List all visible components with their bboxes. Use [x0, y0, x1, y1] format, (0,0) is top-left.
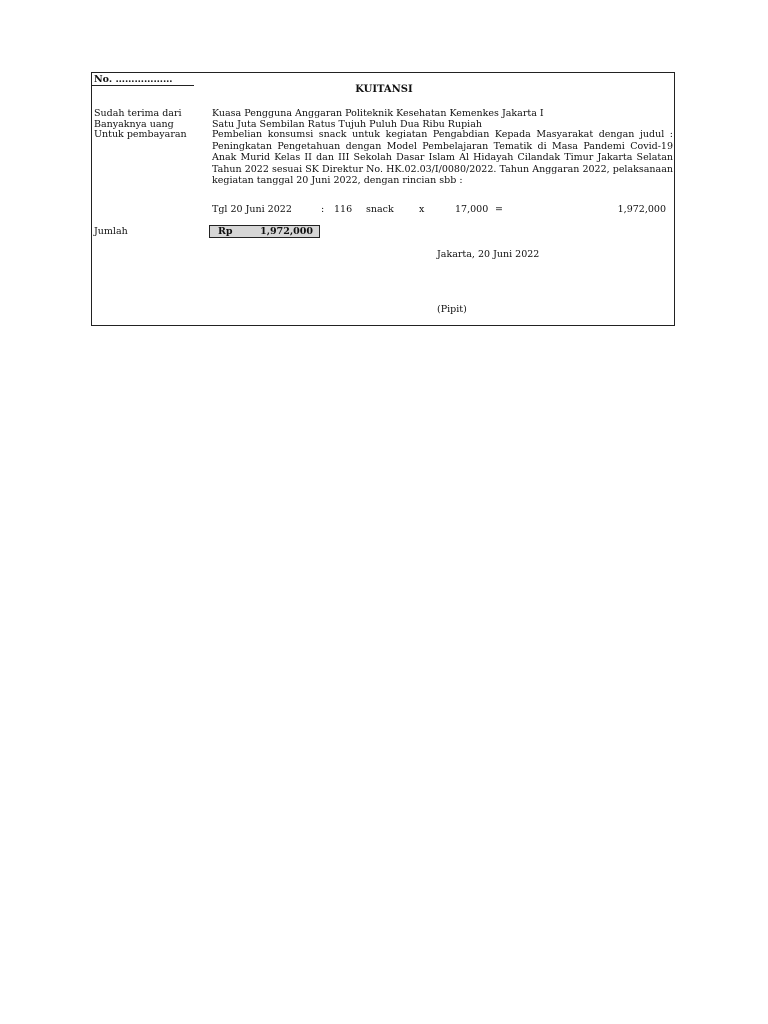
- total-amount: 1,972,000: [260, 226, 313, 237]
- amount-words-value: Satu Juta Sembilan Ratus Tujuh Puluh Dua Ribu Rupiah: [212, 119, 482, 130]
- calc-unit-price: 17,000: [455, 204, 489, 215]
- receipt-form: [91, 72, 675, 326]
- calc-date: Tgl 20 Juni 2022: [212, 204, 292, 215]
- place-date: Jakarta, 20 Juni 2022: [437, 249, 540, 260]
- purpose-label: Untuk pembayaran: [94, 129, 187, 140]
- currency-label: Rp: [218, 226, 233, 237]
- calc-times: x: [419, 204, 425, 215]
- receipt-title: KUITANSI: [355, 84, 413, 95]
- received-from-label: Sudah terima dari: [94, 108, 182, 119]
- receipt-number: No. ………………: [94, 74, 173, 85]
- calc-colon: :: [321, 204, 325, 215]
- calc-item: snack: [366, 204, 394, 215]
- signer-name: (Pipit): [437, 304, 467, 315]
- calc-equals: =: [495, 204, 503, 215]
- received-from-value: Kuasa Pengguna Anggaran Politeknik Kesehatan Kemenkes Jakarta I: [212, 108, 544, 119]
- total-amount-box: [209, 225, 320, 238]
- calc-quantity: 116: [334, 204, 353, 215]
- total-label: Jumlah: [94, 226, 128, 237]
- amount-words-label: Banyaknya uang: [94, 119, 174, 130]
- purpose-description: Pembelian konsumsi snack untuk kegiatan Pengabdian Kepada Masyarakat dengan judul : Peningkatan Pengetahuan dengan Model Pembelajaran Tematik di Masa Pandemi Covid-19 Anak Murid Kelas II dan III Sekolah Dasar Islam Al Hidayah Cilandak Timur Jakarta Selatan Tahun 2022 sesuai SK Direktur No. HK.02.03/I/0080/2022. Tahun Anggaran 2022, pelaksanaan kegiatan tanggal 20 Juni 2022, dengan rincian sbb :: [212, 129, 673, 187]
- calc-total: 1,972,000: [617, 204, 666, 215]
